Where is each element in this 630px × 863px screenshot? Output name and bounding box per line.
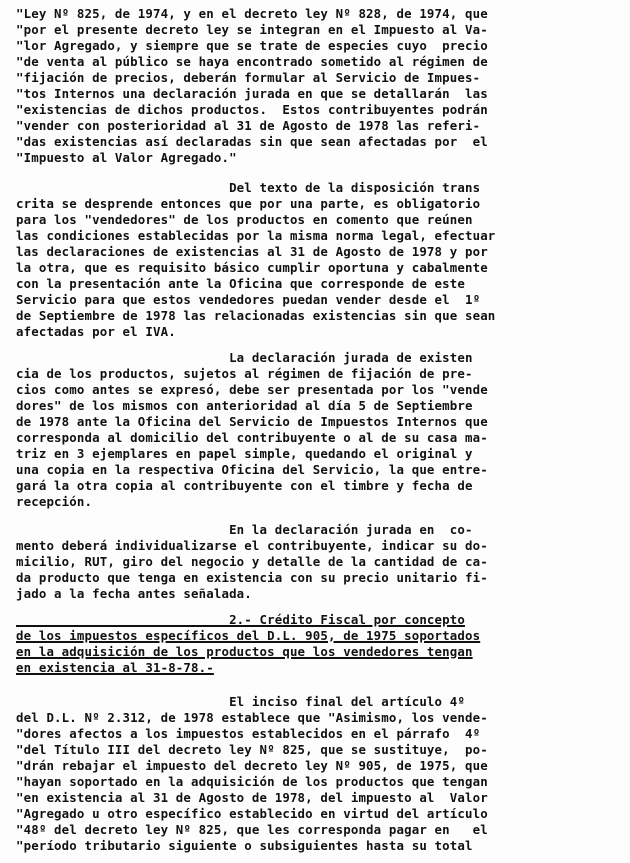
text-line: micilio, RUT, giro del negocio y detalle de la cantidad de ca- [16,554,488,569]
text-line: dores" de los mismos con anterioridad al día 5 de Septiembre [16,398,473,413]
text-line: "Ley Nº 825, de 1974, y en el decreto ley Nº 828, de 1974, que [16,6,488,21]
text-line: la otra, que es requisito básico cumplir oportuna y cabalmente [16,260,488,275]
text-line: de Septiembre de 1978 las relacionadas existencias sin que sean [16,308,496,323]
text-line: "del Título III del decreto ley Nº 825, que se sustituye, po- [16,742,488,757]
text-line: "48º del decreto ley Nº 825, que les corresponda pagar en el [16,822,488,837]
text-line: afectadas por el IVA. [16,324,176,339]
text-line: crita se desprende entonces que por una parte, es obligatorio [16,196,481,211]
text-line: "existencias de dichos productos. Estos contribuyentes podrán [16,102,488,117]
text-line: gará la otra copia al contribuyente con el timbre y fecha de [16,478,473,493]
text-line: "período tributario siguiente o subsiguientes hasta su total [16,838,473,853]
text-line: "Impuesto al Valor Agregado." [16,150,237,165]
text-line: del D.L. Nº 2.312, de 1978 establece que "Asimismo, los vende- [16,710,488,725]
text-line: "tos Internos una declaración jurada en que se detallarán las [16,86,488,101]
text-line: una copia en la respectiva Oficina del Servicio, la que entre- [16,462,488,477]
text-line: recepción. [16,494,93,509]
text-line: las condiciones establecidas por la misma norma legal, efectuar [16,228,496,243]
text-line: triz en 3 ejemplares en papel simple, quedando el original y [16,446,473,461]
text-line: cia de los productos, sujetos al régimen de fijación de pre- [16,366,473,381]
text-line: Del texto de la disposición trans [16,180,481,195]
text-line: "das existencias así declaradas sin que sean afectadas por el [16,134,488,149]
heading-line: en existencia al 31-8-78.- [16,660,214,675]
text-line: "por el presente decreto ley se integran en el Impuesto al Va- [16,22,488,37]
text-line: da producto que tenga en existencia con su precio unitario fi- [16,570,488,585]
text-line: "drán rebajar el impuesto del decreto ley Nº 905, de 1975, que [16,758,488,773]
heading-line: de los impuestos específicos del D.L. 905, de 1975 soportados [16,628,481,643]
text-line: cios como antes se expresó, debe ser presentada por los "vende [16,382,488,397]
text-line: El inciso final del artículo 4º [16,694,465,709]
text-line: "dores afectos a los impuestos establecidos en el párrafo 4º [16,726,481,741]
text-line: "fijación de precios, deberán formular al Servicio de Impues- [16,70,481,85]
text-line: corresponda al domicilio del contribuyente o al de su casa ma- [16,430,488,445]
text-line: En la declaración jurada en co- [16,522,473,537]
text-line: jado a la fecha antes señalada. [16,586,252,601]
text-line: mento deberá individualizarse el contribuyente, indicar su do- [16,538,488,553]
text-line: "vender con posterioridad al 31 de Agosto de 1978 las referi- [16,118,481,133]
text-line: "en existencia al 31 de Agosto de 1978, del impuesto al Valor [16,790,488,805]
text-line: La declaración jurada de existen [16,350,473,365]
text-line: de 1978 ante la Oficina del Servicio de Impuestos Internos que [16,414,488,429]
text-line: para los "vendedores" de los productos en comento que reúnen [16,212,473,227]
heading-line: en la adquisición de los productos que los vendedores tengan [16,644,473,659]
text-line: "de venta al público se haya encontrado sometido al régimen de [16,54,488,69]
text-line: "hayan soportado en la adquisición de los productos que tengan [16,774,488,789]
text-line: con la presentación ante la Oficina que corresponde de este [16,276,465,291]
text-line: las declaraciones de existencias al 31 de Agosto de 1978 y por [16,244,488,259]
text-line: Servicio para que estos vendedores puedan vender desde el 1º [16,292,481,307]
heading-line: 2.- Crédito Fiscal por concepto [16,612,465,627]
text-line: "lor Agregado, y siempre que se trate de especies cuyo precio [16,38,488,53]
text-line: "Agregado u otro específico establecido en virtud del artículo [16,806,488,821]
